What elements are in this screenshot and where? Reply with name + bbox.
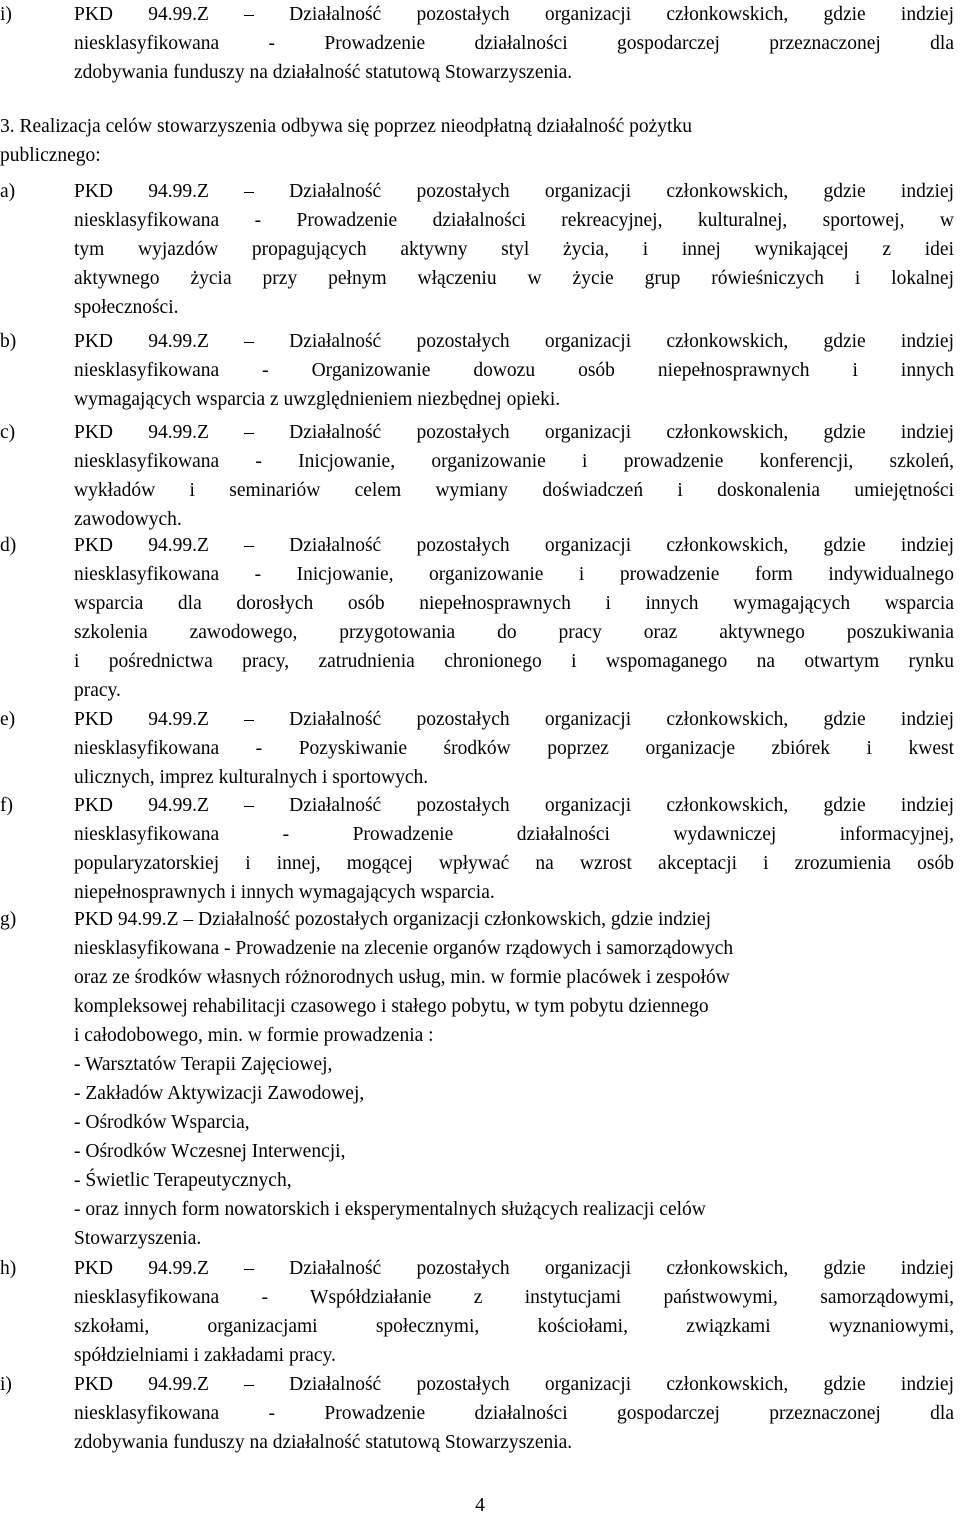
list-marker: i) — [0, 4, 12, 25]
text-line — [0, 177, 960, 206]
line-text: spółdzielniami i zakładami pracy. — [74, 1345, 336, 1366]
text-line — [0, 992, 960, 1021]
text-line — [0, 1341, 960, 1370]
line-text: PKD 94.99.Z – Działalność pozostałych organizacji członkowskich, gdzie indziej — [74, 4, 954, 25]
text-line — [0, 447, 960, 476]
line-text: ulicznych, imprez kulturalnych i sportowych. — [74, 767, 429, 788]
text-line — [0, 618, 960, 647]
line-text: niepełnosprawnych i innych wymagających wsparcia. — [74, 882, 495, 903]
text-line — [0, 385, 960, 414]
text-line — [0, 963, 960, 992]
page-number: 4 — [475, 1495, 485, 1516]
text-line — [0, 0, 960, 29]
text-line — [0, 589, 960, 618]
line-text: niesklasyfikowana - Organizowanie dowozu osób niepełnosprawnych i innych — [74, 360, 954, 381]
text-line — [0, 560, 960, 589]
text-line — [0, 705, 960, 734]
line-text: i pośrednictwa pracy, zatrudnienia chronionego i wspomaganego na otwartym rynku — [74, 651, 954, 672]
list-marker: d) — [0, 535, 17, 556]
list-marker: i) — [0, 1374, 12, 1395]
text-line — [0, 1021, 960, 1050]
list-marker: a) — [0, 181, 16, 202]
line-text: PKD 94.99.Z – Działalność pozostałych organizacji członkowskich, gdzie indziej — [74, 422, 954, 443]
text-line — [0, 206, 960, 235]
text-line — [0, 235, 960, 264]
line-text: zdobywania funduszy na działalność statutową Stowarzyszenia. — [74, 1432, 573, 1453]
line-text: kompleksowej rehabilitacji czasowego i stałego pobytu, w tym pobytu dziennego — [74, 996, 709, 1017]
line-text: niesklasyfikowana - Współdziałanie z instytucjami państwowymi, samorządowymi, — [74, 1287, 954, 1308]
list-marker: h) — [0, 1258, 17, 1279]
line-text: wsparcia dla dorosłych osób niepełnosprawnych i innych wymagających wsparcia — [74, 593, 954, 614]
line-text: PKD 94.99.Z – Działalność pozostałych organizacji członkowskich, gdzie indziej — [74, 535, 954, 556]
line-text: popularyzatorskiej i innej, mogącej wpływać na wzrost akceptacji i zrozumienia osób — [74, 853, 954, 874]
line-text: PKD 94.99.Z – Działalność pozostałych organizacji członkowskich, gdzie indziej — [74, 181, 954, 202]
line-text: PKD 94.99.Z – Działalność pozostałych organizacji członkowskich, gdzie indziej — [74, 1374, 954, 1395]
line-text: oraz ze środków własnych różnorodnych usług, min. w formie placówek i zespołów — [74, 967, 730, 988]
text-line — [0, 791, 960, 820]
list-marker: g) — [0, 909, 17, 930]
line-text: wykładów i seminariów celem wymiany doświadczeń i doskonalenia umiejętności — [74, 480, 954, 501]
line-text: szkolenia zawodowego, przygotowania do pracy oraz aktywnego poszukiwania — [74, 622, 954, 643]
text-line — [0, 264, 960, 293]
text-line — [0, 934, 960, 963]
text-line — [0, 763, 960, 792]
line-text: niesklasyfikowana - Prowadzenie działalności gospodarczej przeznaczonej dla — [74, 33, 954, 54]
text-line — [0, 293, 960, 322]
line-text: PKD 94.99.Z – Działalność pozostałych organizacji członkowskich, gdzie indziej — [74, 1258, 954, 1279]
text-line — [0, 820, 960, 849]
text-line — [0, 1079, 960, 1108]
text-line — [0, 1399, 960, 1428]
line-text: i całodobowego, min. w formie prowadzenia : — [74, 1025, 434, 1046]
text-line — [0, 1224, 960, 1253]
text-line — [0, 905, 960, 934]
text-line — [0, 476, 960, 505]
text-line — [0, 29, 960, 58]
line-text: PKD 94.99.Z – Działalność pozostałych organizacji członkowskich, gdzie indziej — [74, 795, 954, 816]
line-text: zawodowych. — [74, 509, 182, 530]
line-text: - oraz innych form nowatorskich i eksperymentalnych służących realizacji celów — [74, 1199, 706, 1220]
line-text: - Ośrodków Wczesnej Interwencji, — [74, 1141, 346, 1162]
line-text: Stowarzyszenia. — [74, 1228, 202, 1249]
text-line — [0, 878, 960, 907]
line-text: szkołami, organizacjami społecznymi, kościołami, związkami wyznaniowymi, — [74, 1316, 954, 1337]
text-line — [0, 849, 960, 878]
line-text: pracy. — [74, 680, 121, 701]
text-line — [0, 356, 960, 385]
line-text: niesklasyfikowana - Inicjowanie, organizowanie i prowadzenie konferencji, szkoleń, — [74, 451, 954, 472]
line-text: niesklasyfikowana - Prowadzenie na zlecenie organów rządowych i samorządowych — [74, 938, 734, 959]
text-line — [0, 647, 960, 676]
list-marker: e) — [0, 709, 16, 730]
text-line — [0, 112, 960, 141]
text-line — [0, 1137, 960, 1166]
list-marker: f) — [0, 795, 13, 816]
line-text: wymagających wsparcia z uwzględnieniem niezbędnej opieki. — [74, 389, 561, 410]
line-text: - Świetlic Terapeutycznych, — [74, 1170, 292, 1191]
line-text: tym wyjazdów propagujących aktywny styl życia, i innej wynikającej z idei — [74, 239, 954, 260]
line-text: zdobywania funduszy na działalność statutową Stowarzyszenia. — [74, 62, 573, 83]
text-line — [0, 1312, 960, 1341]
text-line — [0, 1370, 960, 1399]
line-text: PKD 94.99.Z – Działalność pozostałych organizacji członkowskich, gdzie indziej — [74, 909, 712, 930]
text-line — [0, 1050, 960, 1079]
line-text: PKD 94.99.Z – Działalność pozostałych organizacji członkowskich, gdzie indziej — [74, 331, 954, 352]
text-line — [0, 505, 960, 534]
line-text: niesklasyfikowana - Prowadzenie działalności rekreacyjnej, kulturalnej, sportowej, w — [74, 210, 954, 231]
line-text: 3. Realizacja celów stowarzyszenia odbywa się poprzez nieodpłatną działalność pożytku — [0, 116, 692, 137]
text-line — [0, 1108, 960, 1137]
text-line — [0, 141, 960, 170]
line-text: niesklasyfikowana - Prowadzenie działalności wydawniczej informacyjnej, — [74, 824, 954, 845]
line-text: - Zakładów Aktywizacji Zawodowej, — [74, 1083, 365, 1104]
text-line — [0, 1254, 960, 1283]
text-line — [0, 1428, 960, 1457]
line-text: niesklasyfikowana - Prowadzenie działalności gospodarczej przeznaczonej dla — [74, 1403, 954, 1424]
line-text: PKD 94.99.Z – Działalność pozostałych organizacji członkowskich, gdzie indziej — [74, 709, 954, 730]
text-line — [0, 531, 960, 560]
text-line — [0, 58, 960, 87]
text-line — [0, 1166, 960, 1195]
list-marker: c) — [0, 422, 16, 443]
text-line — [0, 327, 960, 356]
line-text: niesklasyfikowana - Inicjowanie, organizowanie i prowadzenie form indywidualnego — [74, 564, 954, 585]
text-line — [0, 1195, 960, 1224]
line-text: niesklasyfikowana - Pozyskiwanie środków poprzez organizacje zbiórek i kwest — [74, 738, 954, 759]
line-text: aktywnego życia przy pełnym włączeniu w życie grup rówieśniczych i lokalnej — [74, 268, 954, 289]
text-line — [0, 418, 960, 447]
line-text: publicznego: — [0, 145, 101, 166]
text-line — [0, 676, 960, 705]
text-line — [0, 734, 960, 763]
line-text: społeczności. — [74, 297, 179, 318]
line-text: - Warsztatów Terapii Zajęciowej, — [74, 1054, 333, 1075]
list-marker: b) — [0, 331, 17, 352]
text-line — [0, 1283, 960, 1312]
line-text: - Ośrodków Wsparcia, — [74, 1112, 250, 1133]
